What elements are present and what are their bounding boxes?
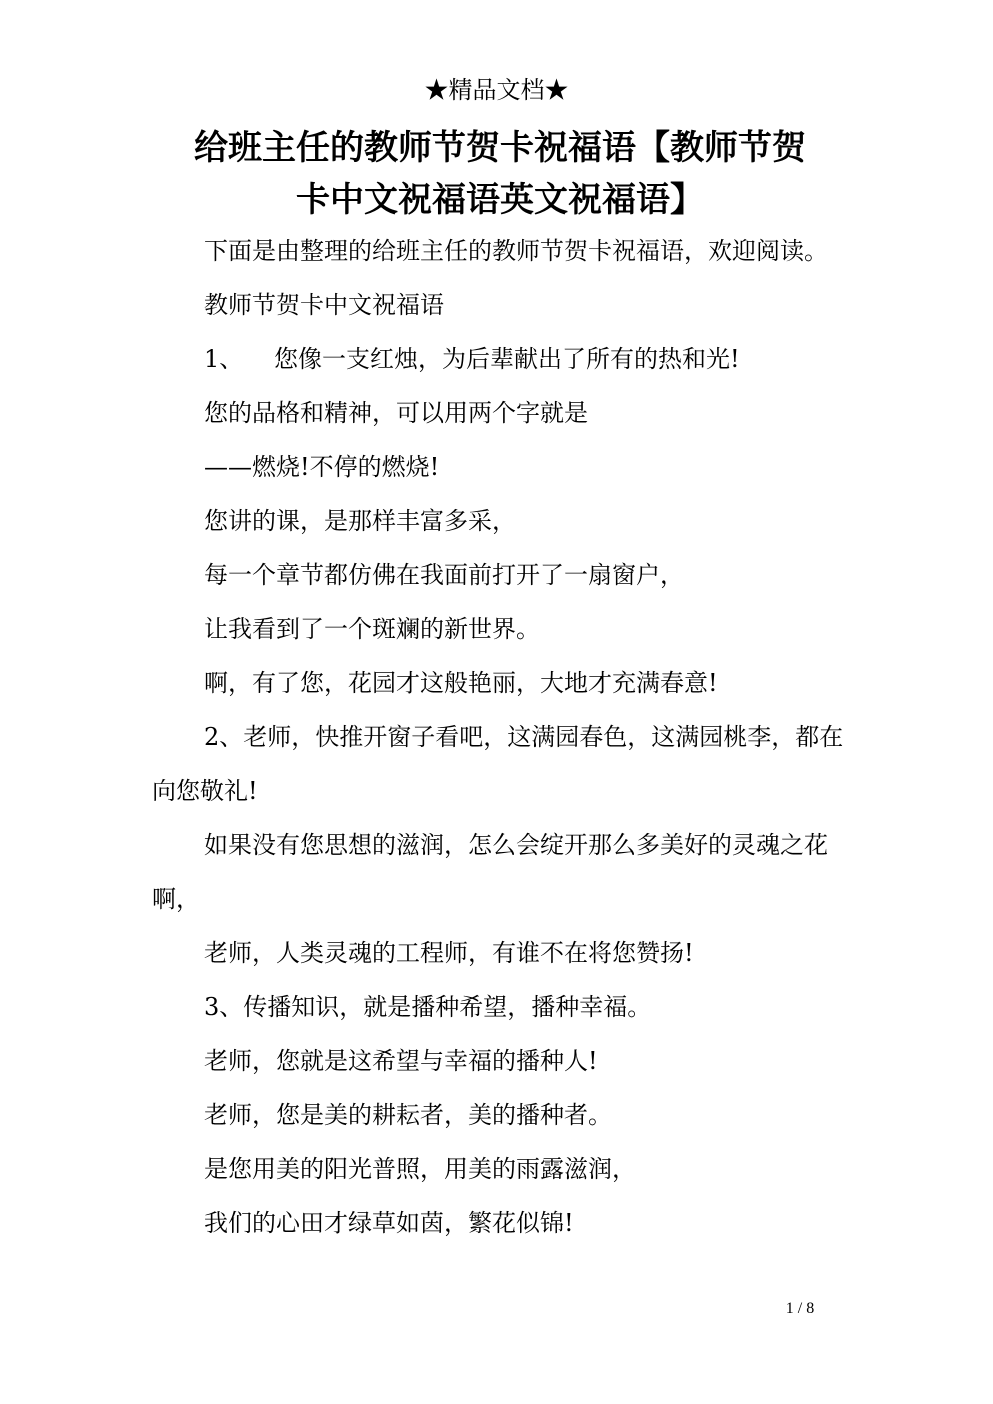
paragraph: 是您用美的阳光普照，用美的雨露滋润， xyxy=(204,1155,636,1183)
paragraph: 每一个章节都仿佛在我面前打开了一扇窗户， xyxy=(204,561,684,589)
paragraph: ——燃烧!不停的燃烧! xyxy=(204,453,440,481)
document-header: ★精品文档★ xyxy=(424,76,569,104)
paragraph: 我们的心田才绿草如茵，繁花似锦! xyxy=(204,1209,574,1237)
list-number: 1、 xyxy=(204,345,244,373)
paragraph: 下面是由整理的给班主任的教师节贺卡祝福语，欢迎阅读。 xyxy=(204,237,828,265)
paragraph: 您的品格和精神，可以用两个字就是 xyxy=(204,399,588,427)
paragraph: 老师，人类灵魂的工程师，有谁不在将您赞扬! xyxy=(204,939,694,967)
paragraph: 3、传播知识，就是播种希望，播种幸福。 xyxy=(204,993,652,1021)
document-body xyxy=(152,224,852,1250)
paragraph: 让我看到了一个斑斓的新世界。 xyxy=(204,615,540,643)
paragraph: 您讲的课，是那样丰富多采， xyxy=(204,507,516,535)
title-line-1: 给班主任的教师节贺卡祝福语【教师节贺 xyxy=(194,128,806,168)
paragraph: 啊，有了您，花园才这般艳丽，大地才充满春意! xyxy=(204,669,718,697)
paragraph: 老师，您就是这希望与幸福的播种人! xyxy=(204,1047,598,1075)
paragraph: 如果没有您思想的滋润，怎么会绽开那么多美好的灵魂之花啊， xyxy=(152,831,828,913)
list-item xyxy=(152,332,852,386)
section-heading: 教师节贺卡中文祝福语 xyxy=(204,291,444,319)
list-item-text: 您像一支红烛，为后辈献出了所有的热和光! xyxy=(274,345,740,373)
page-number: 1 / 8 xyxy=(785,1300,815,1317)
paragraph: 老师，您是美的耕耘者，美的播种者。 xyxy=(204,1101,612,1129)
title-line-2: 卡中文祝福语英文祝福语】 xyxy=(296,180,704,220)
document-title xyxy=(150,122,850,226)
paragraph: 2、老师，快推开窗子看吧，这满园春色，这满园桃李，都在向您敬礼! xyxy=(152,723,844,805)
